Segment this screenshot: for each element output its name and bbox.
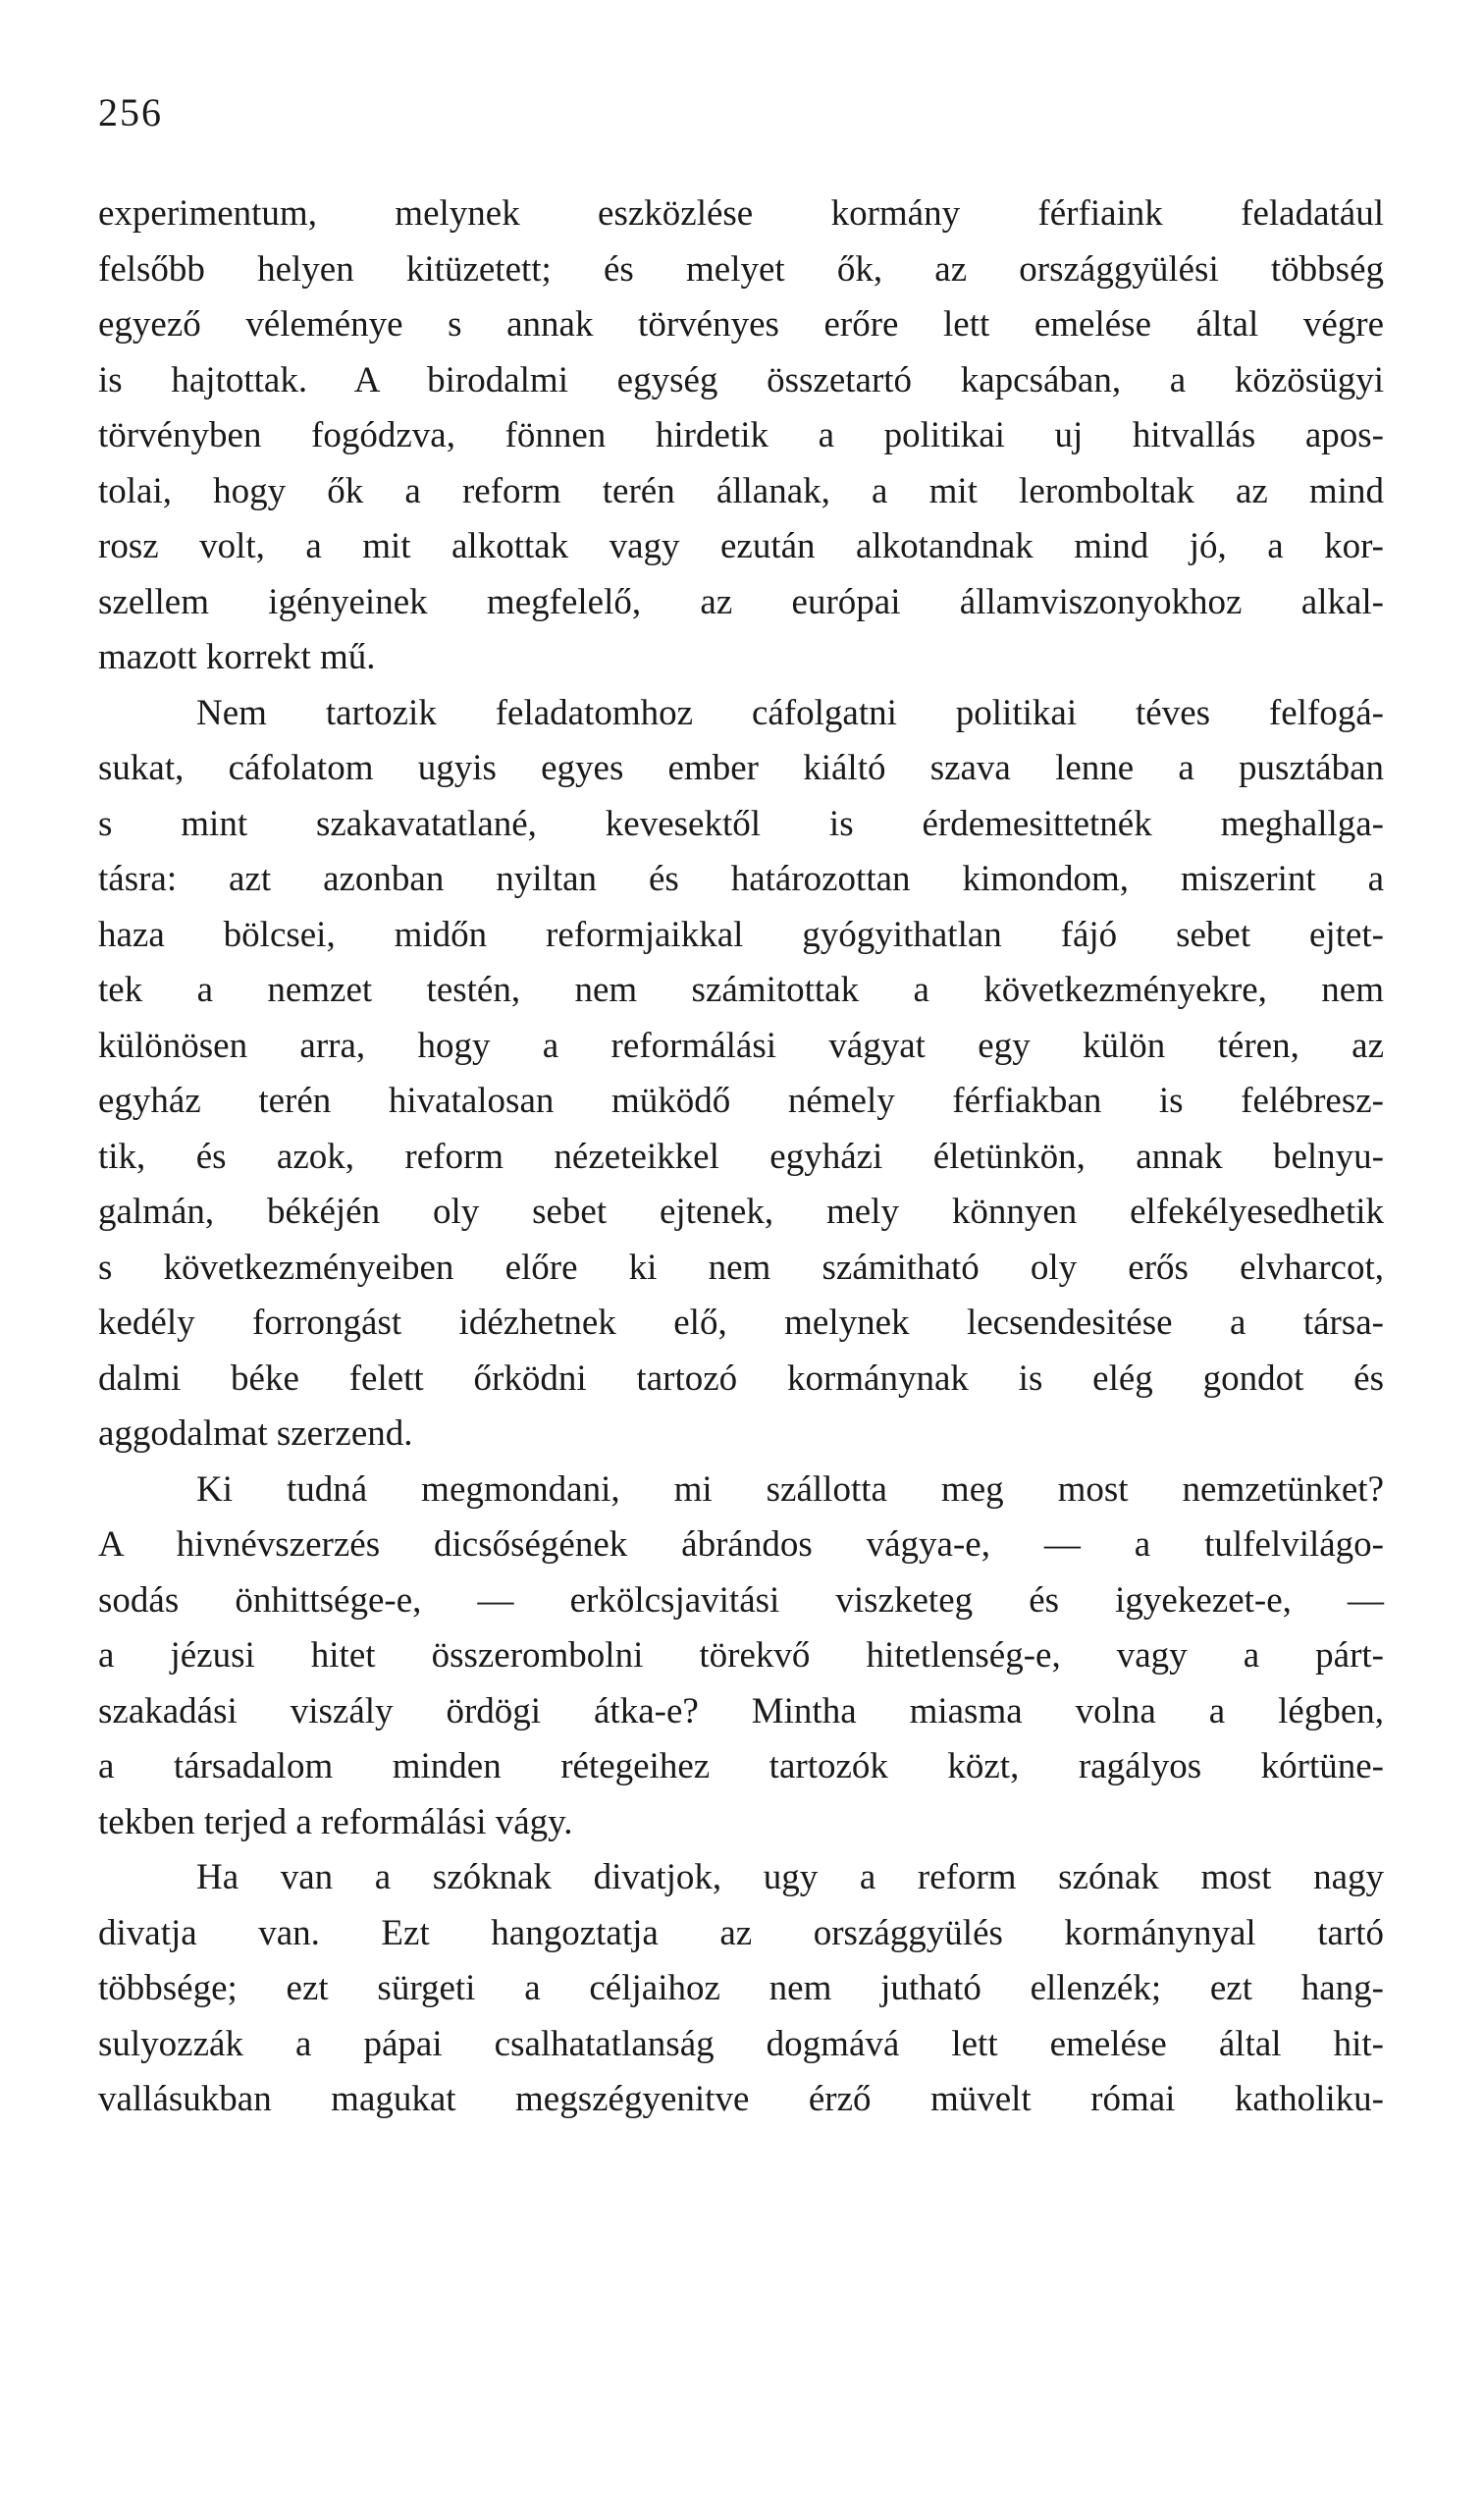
text-line: A hivnévszerzés dicsőségének ábrándos vágya-e, — a tulfelvilágo- xyxy=(98,1524,1384,1565)
text-line: többsége; ezt sürgeti a céljaihoz nem jutható ellenzék; ezt hang- xyxy=(98,1968,1384,2008)
text-line: Ki tudná megmondani, mi szállotta meg most nemzetünket? xyxy=(196,1468,1384,1510)
text-line: experimentum, melynek eszközlése kormány férfiaink feladatául xyxy=(98,193,1384,234)
text-line: galmán, békéjén oly sebet ejtenek, mely könnyen elfekélyesedhetik xyxy=(98,1192,1384,1232)
text-line: egyház terén hivatalosan müködő némely férfiakban is felébresz- xyxy=(98,1081,1384,1121)
text-line: sukat, cáfolatom ugyis egyes ember kiáltó szava lenne a pusztában xyxy=(98,748,1384,788)
text-line: aggodalmat szerzend. xyxy=(98,1413,413,1454)
text-line: tolai, hogy ők a reform terén állanak, a mit lerombоltak az mind xyxy=(98,470,1384,511)
text-line: sulyozzák a pápai csalhatatlanság dogmává lett emelése által hit- xyxy=(98,2023,1384,2064)
body-text xyxy=(98,186,1384,2128)
text-line: kedély forrongást idézhetnek elő, melynek lecsendesitése a társa- xyxy=(98,1303,1384,1343)
text-line: mazott korrekt mű. xyxy=(98,637,376,677)
text-line: felsőbb helyen kitüzetett; és melyet ők, az országgyülési többség xyxy=(98,248,1384,290)
page-number: 256 xyxy=(98,90,163,134)
text-line: szellem igényeinek megfelelő, az európai államviszonyokhoz alkal- xyxy=(98,581,1384,622)
text-line: is hajtottak. A birodalmi egység összetartó kapcsában, a közösügyi xyxy=(98,359,1384,400)
text-line: dalmi béke felett őrködni tartozó kormánynak is elég gondot és xyxy=(98,1358,1384,1399)
text-line: tásra: azt azonban nyiltan és határozottan kimondom, miszerint a xyxy=(98,859,1384,899)
text-line: tek a nemzet testén, nem számitottak a következményekre, nem xyxy=(98,970,1384,1010)
text-line: divatja van. Ezt hangoztatja az országgyülés kormánynyal tartó xyxy=(98,1912,1384,1953)
text-line: szakadási viszály ördögi átka-e? Mintha miasma volna a légben, xyxy=(98,1690,1384,1731)
text-line: s következményeiben előre ki nem számitható oly erős elvharcot, xyxy=(98,1247,1384,1288)
text-line: haza bölcsei, midőn reformjaikkal gyógyithatlan fájó sebet ejtet- xyxy=(98,914,1384,955)
text-line: a társadalom minden rétegeihez tartozók közt, ragályos kórtüne- xyxy=(98,1746,1384,1786)
text-line: tekben terjed a reformálási vágy. xyxy=(98,1801,573,1842)
text-line: tik, és azok, reform nézeteikkel egyházi életünkön, annak belnyu- xyxy=(98,1136,1384,1177)
text-line: törvényben fogódzva, fönnen hirdetik a politikai uj hitvallás apos- xyxy=(98,415,1384,455)
text-line: s mint szakavatatlané, kevesektől is érdemesittetnék meghallga- xyxy=(98,803,1384,844)
text-line: egyező véleménye s annak törvényes erőre lett emelése által végre xyxy=(98,304,1384,345)
text-line: különösen arra, hogy a reformálási vágyat egy külön téren, az xyxy=(98,1025,1384,1066)
text-line: Nem tartozik feladatomhoz cáfolgatni politikai téves felfogá- xyxy=(196,692,1384,733)
text-line: a jézusi hitet összerombolni törekvő hitetlenség-e, vagy a párt- xyxy=(98,1635,1384,1676)
text-line: Ha van a szóknak divatjok, ugy a reform szónak most nagy xyxy=(196,1857,1384,1897)
text-line: vallásukban magukat megszégyenitve érző müvelt római katholiku- xyxy=(98,2079,1384,2119)
text-line: rosz volt, a mit alkottak vagy ezután alkotandnak mind jó, a kor- xyxy=(98,526,1384,566)
text-line: sodás önhittsége-e, — erkölcsjavitási viszketeg és igyekezet-e, — xyxy=(98,1579,1384,1621)
